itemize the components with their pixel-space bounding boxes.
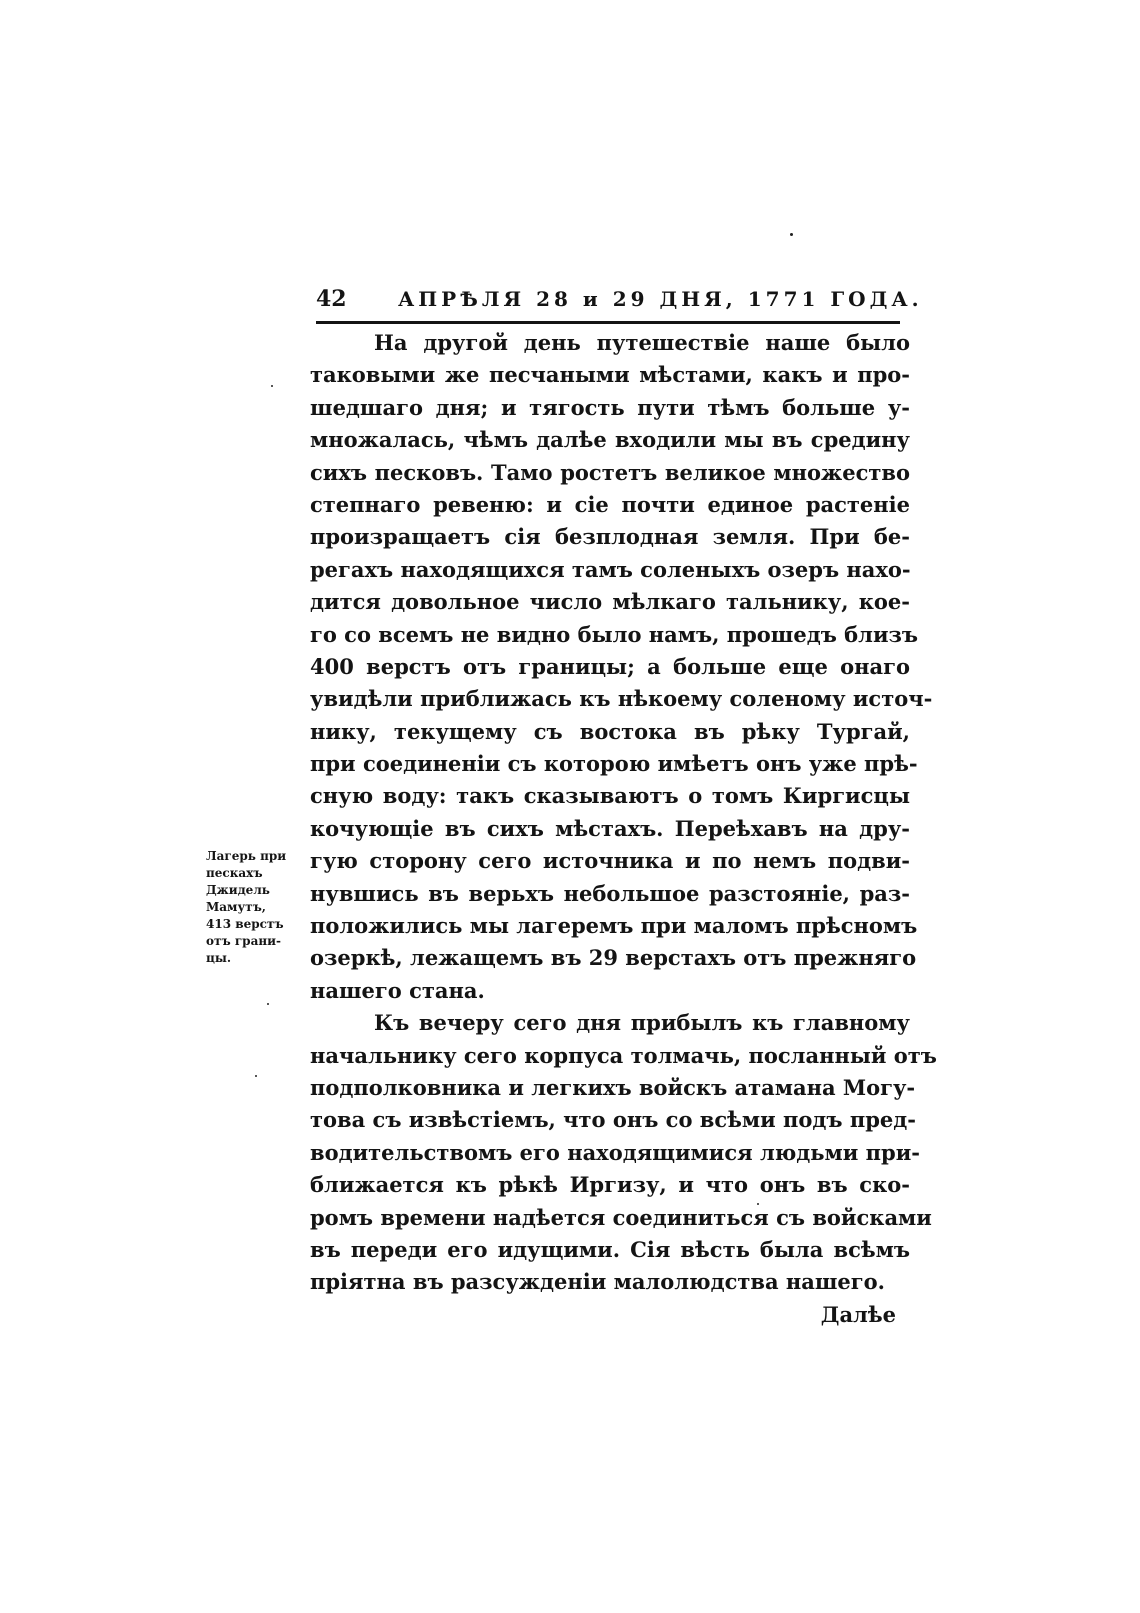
- text-line: при соединеніи съ которою имѣетъ онъ уже прѣ-: [310, 751, 918, 777]
- text-line: подполковника и легкихъ войскъ атамана Могу-: [310, 1074, 916, 1100]
- text-line: сную воду: такъ сказываютъ о томъ Киргисцы: [310, 783, 910, 809]
- text-line: нашего стана.: [310, 977, 485, 1003]
- text-line: степнаго ревеню: и сіе почти единое растеніе: [310, 491, 910, 517]
- page-header: [316, 286, 923, 320]
- text-line: увидѣли приближась къ нѣкоему соленому источ-: [310, 686, 933, 712]
- page-number: 42: [316, 286, 347, 312]
- margin-note-line: Мамутъ,: [206, 900, 266, 914]
- margin-note-line: цы.: [206, 951, 232, 965]
- scan-speck: [757, 1203, 759, 1205]
- scan-speck: [790, 233, 793, 236]
- text-line: нувшись въ верьхъ небольшое разстояніе, раз-: [310, 880, 910, 906]
- text-line: регахъ находящихся тамъ соленыхъ озеръ нахо-: [310, 556, 911, 582]
- text-line: кочующіе въ сихъ мѣстахъ. Переѣхавъ на дру-: [310, 815, 910, 841]
- text-line: На другой день путешествіе наше было: [374, 330, 910, 355]
- text-line: дится довольное число мѣлкаго тальнику, кое-: [310, 589, 910, 615]
- text-line: положились мы лагеремъ при маломъ прѣсномъ: [310, 913, 918, 939]
- text-line: произращаетъ сія безплодная земля. При бе-: [310, 524, 910, 550]
- text-line: го со всемъ не видно было намъ, прошедъ близъ: [310, 621, 919, 647]
- text-line: таковыми же песчаными мѣстами, какъ и про-: [310, 362, 910, 388]
- catchword: Далѣе: [820, 1301, 896, 1327]
- text-line: Къ вечеру сего дня прибылъ къ главному: [374, 1010, 910, 1036]
- text-line: 400 верстъ отъ границы; а больше еще онаго: [310, 653, 910, 679]
- margin-note-line: Джидель: [206, 883, 270, 897]
- scan-speck: [255, 1075, 257, 1077]
- running-head: АПРѢЛЯ 28 и 29 ДНЯ, 1771 ГОДА.: [398, 287, 923, 311]
- text-line: пріятна въ разсужденіи малолюдства нашего.: [310, 1269, 885, 1295]
- scan-speck: [271, 385, 273, 387]
- text-line: гую сторону сего источника и по немъ подви-: [310, 848, 910, 874]
- text-line: озеркѣ, лежащемъ въ 29 верстахъ отъ прежняго: [310, 945, 917, 971]
- text-line: водительствомъ его находящимися людьми при-: [310, 1139, 921, 1165]
- header-rule: [316, 321, 900, 324]
- text-line: това съ извѣстіемъ, что онъ со всѣми подъ пред-: [310, 1107, 916, 1133]
- text-line: сихъ песковъ. Тамо ростетъ великое множество: [310, 459, 910, 485]
- text-line: множалась, чѣмъ далѣе входили мы въ средину: [310, 427, 910, 453]
- margin-note-line: Лагерь при: [206, 849, 287, 863]
- margin-note-line: пескахъ: [206, 866, 263, 880]
- text-line: ближается къ рѣкѣ Иргизу, и что онъ въ ско-: [310, 1172, 910, 1198]
- text-line: ромъ времени надѣется соединиться съ войсками: [310, 1204, 932, 1230]
- body-text: [310, 327, 937, 1331]
- margin-note: [206, 848, 308, 967]
- margin-note-line: 413 верстъ: [206, 917, 284, 931]
- scan-speck: [267, 1003, 269, 1005]
- margin-note-line: отъ грани-: [206, 934, 282, 948]
- text-line: шедшаго дня; и тягость пути тѣмъ больше у-: [310, 394, 910, 420]
- text-line: нику, текущему съ востока въ рѣку Тургай,: [310, 718, 910, 744]
- text-line: начальнику сего корпуса толмачь, посланный отъ: [310, 1042, 937, 1068]
- text-line: въ переди его идущими. Сія вѣсть была всѣмъ: [310, 1236, 910, 1262]
